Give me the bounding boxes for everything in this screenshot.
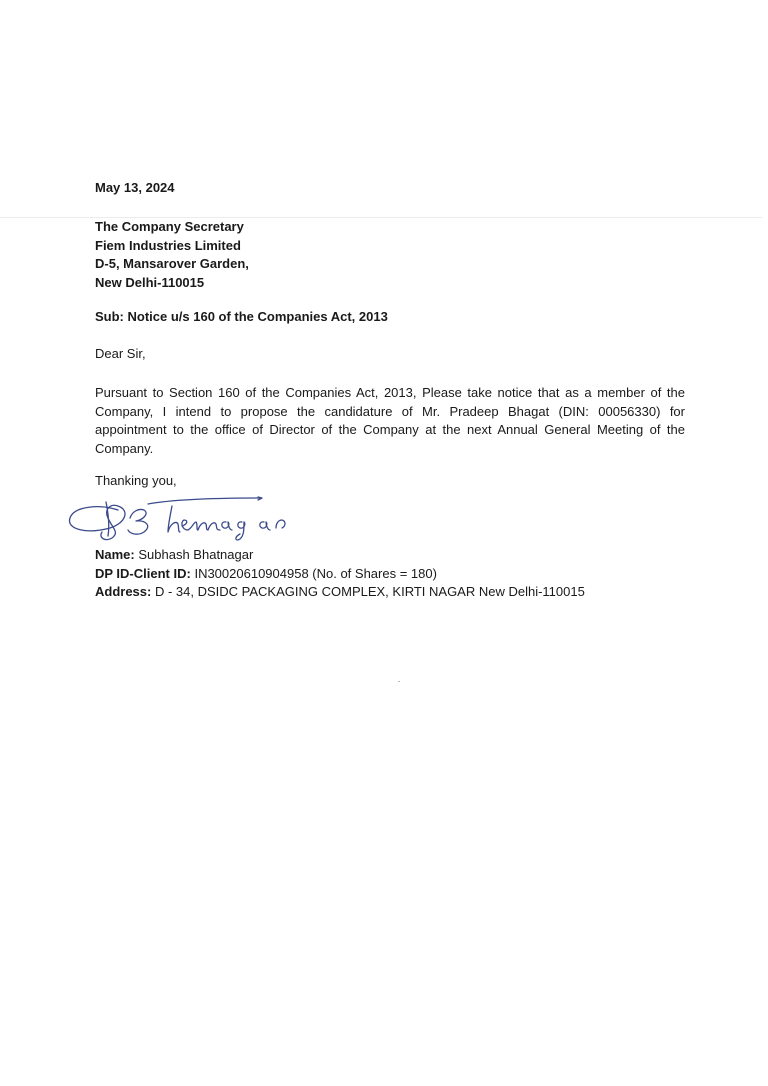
handwritten-signature [60, 488, 300, 546]
sender-dp-row [95, 565, 585, 584]
sender-name-label: Name: [95, 547, 135, 562]
sender-address-label: Address: [95, 584, 152, 599]
addressee-line: New Delhi-110015 [95, 274, 205, 290]
letter-date: May 13, 2024 [95, 180, 175, 195]
scan-speck [398, 681, 400, 682]
addressee-line: Fiem Industries Limited [95, 237, 241, 253]
closing-line: Thanking you, [95, 473, 177, 488]
sender-address-row [95, 583, 585, 602]
sender-name: Subhash Bhatnagar [138, 547, 254, 562]
sender-name-row [95, 546, 585, 565]
letter-body: Pursuant to Section 160 of the Companies Act, 2013, Please take notice that as a member of the Company, I intend to propose the candidature of Mr. Pradeep Bhagat (DIN: 00056330) for appointment to the office of Director of the Company at the next Annual General Meeting of the Company. [95, 385, 685, 456]
addressee-line: D-5, Mansarover Garden, [95, 256, 249, 271]
sender-dp-value: IN30020610904958 (No. of Shares = 180) [194, 565, 437, 581]
addressee-block [95, 218, 249, 292]
sender-address: D - 34, DSIDC PACKAGING COMPLEX, KIRTI NAGAR New Delhi-110015 [154, 584, 585, 599]
sender-details [95, 546, 585, 602]
addressee-line: The Company Secretary [95, 219, 244, 234]
salutation: Dear Sir, [95, 346, 146, 361]
sender-dp-label: DP ID-Client ID: [95, 565, 191, 581]
subject-line: Sub: Notice u/s 160 of the Companies Act, 2013 [95, 309, 388, 324]
